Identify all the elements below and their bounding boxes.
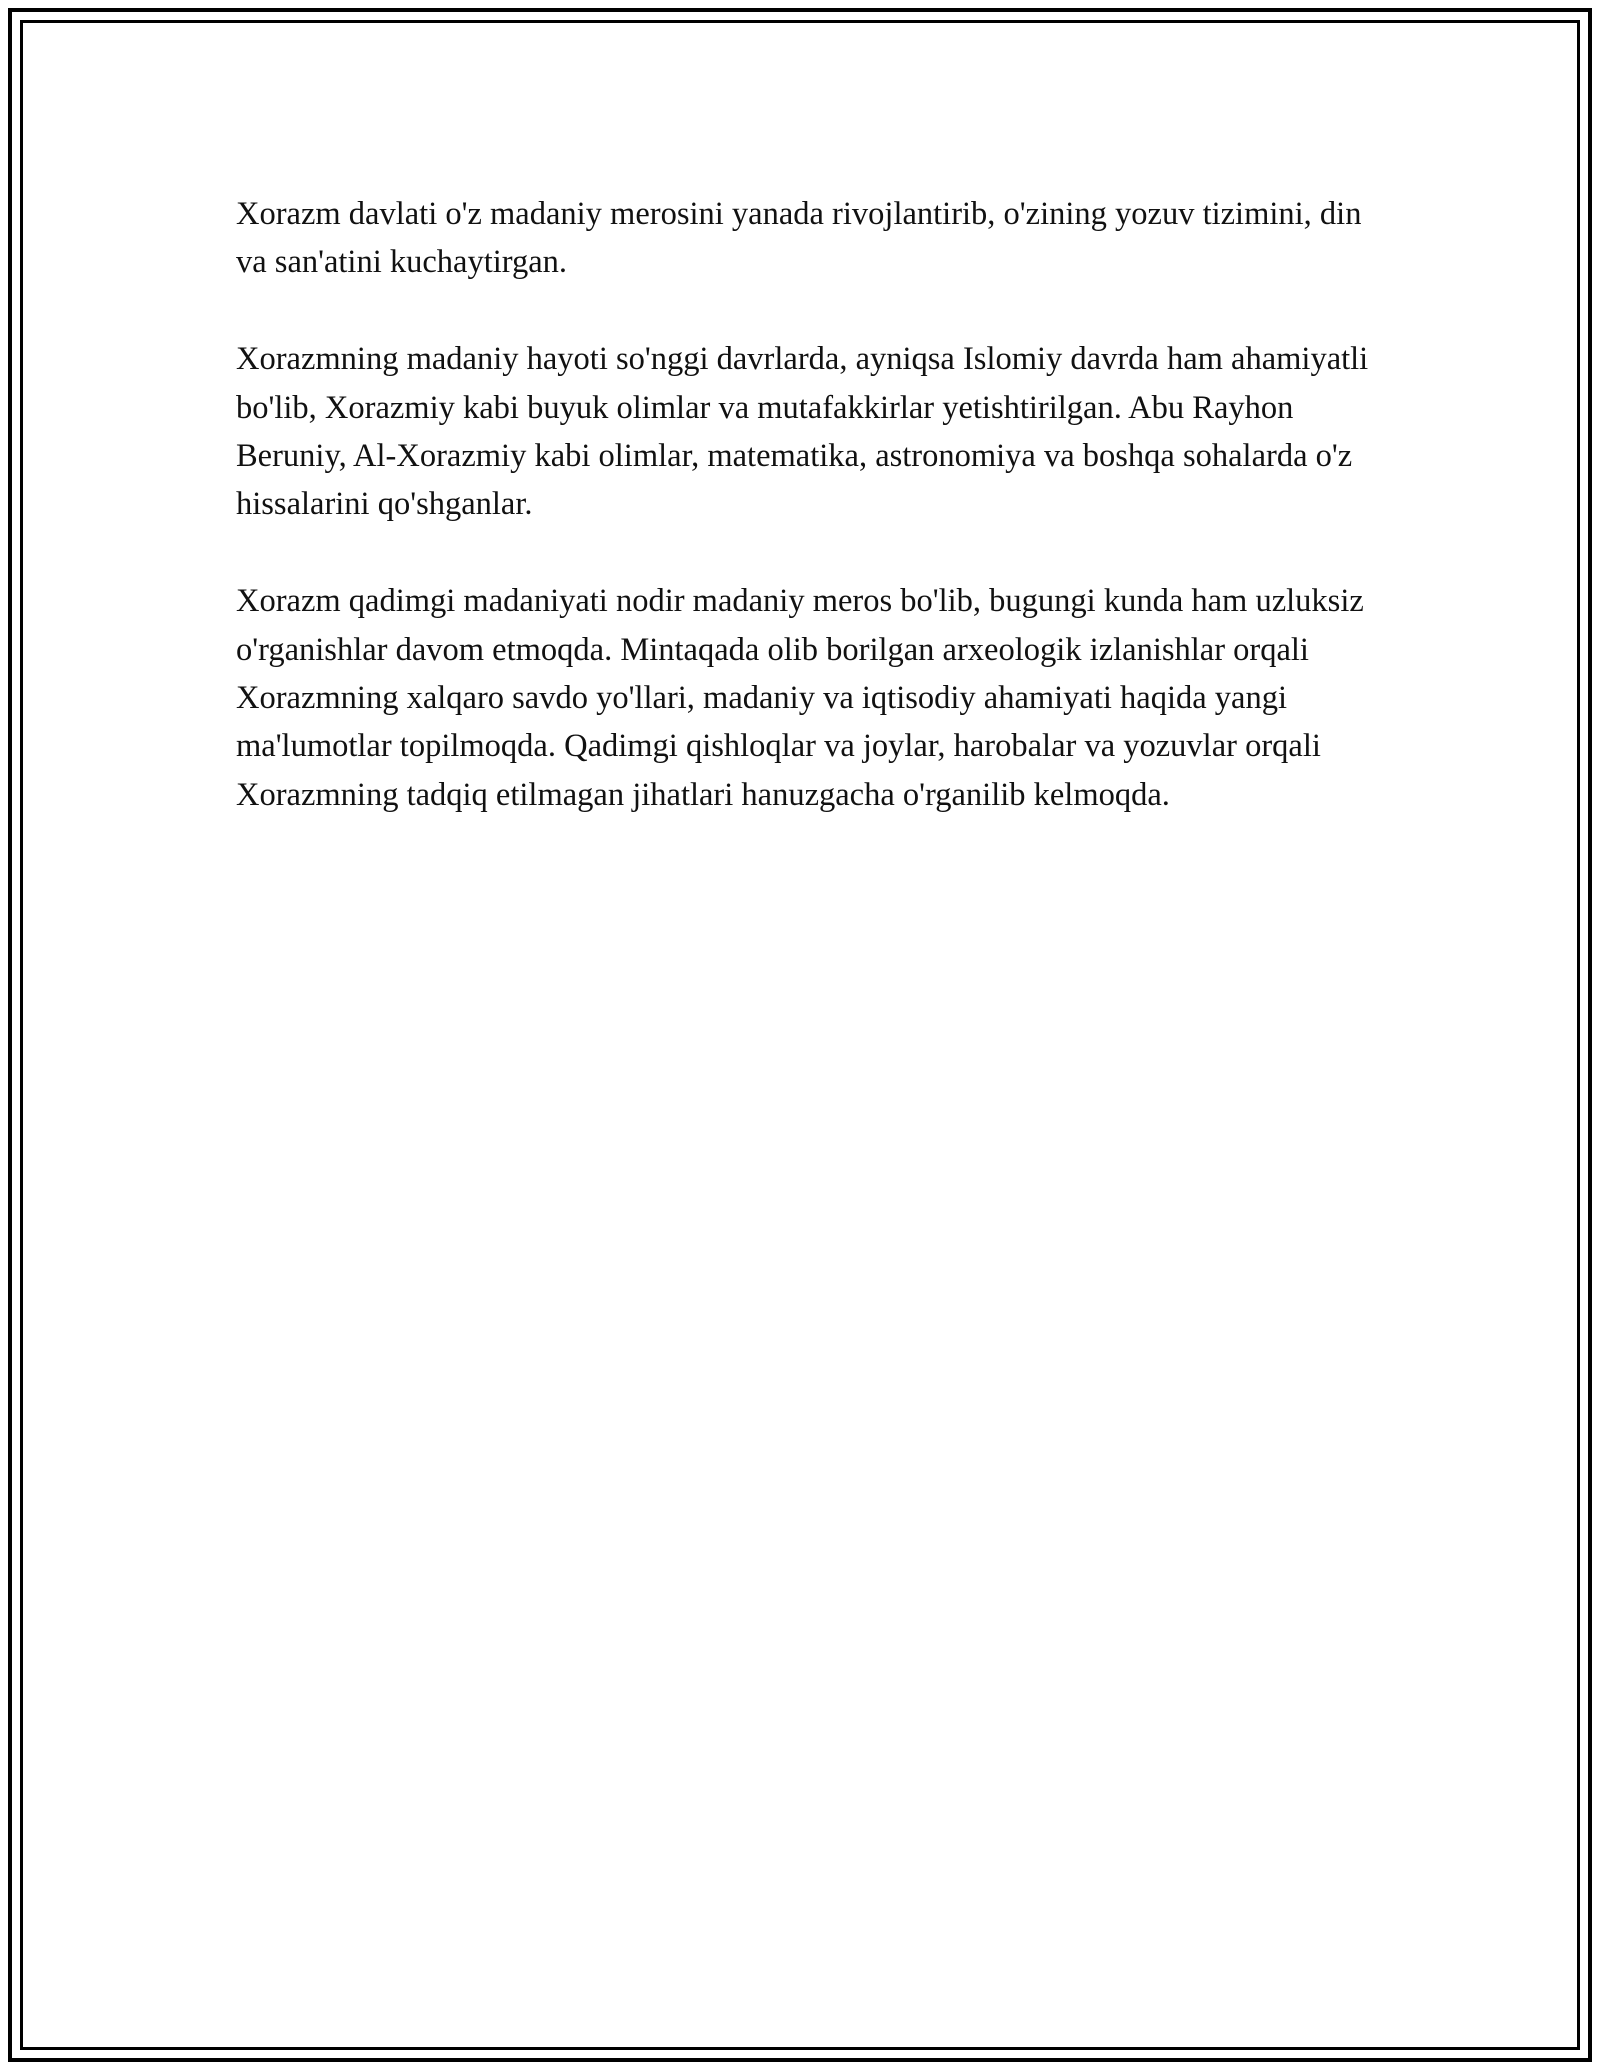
- paragraph-3: Xorazm qadimgi madaniyati nodir madaniy meros bo'lib, bugungi kunda ham uzluksiz o'rganishlar davom etmoqda. Mintaqada olib borilgan arxeologik izlanishlar orqali Xorazmning xalqaro savdo yo'llari, madaniy va iqtisodiy ahamiyati haqida yangi ma'lumotlar topilmoqda. Qadimgi qishloqlar va joylar, harobalar va yozuvlar orqali Xorazmning tadqiq etilmagan jihatlari hanuzgacha o'rganilib kelmoqda.: [236, 583, 1364, 813]
- paragraph-1: Xorazm davlati o'z madaniy merosini yanada rivojlantirib, o'zining yozuv tizimini, din va san'atini kuchaytirgan.: [236, 196, 1362, 281]
- document-body: [236, 190, 1376, 868]
- paragraph-2: Xorazmning madaniy hayoti so'nggi davrlarda, ayniqsa Islomiy davrda ham ahamiyatli bo'lib, Xorazmiy kabi buyuk olimlar va mutafakkirlar yetishtirilgan. Abu Rayhon Beruniy, Al-Xorazmiy kabi olimlar, matematika, astronomiya va boshqa sohalarda o'z hissalarini qo'shganlar.: [236, 341, 1369, 523]
